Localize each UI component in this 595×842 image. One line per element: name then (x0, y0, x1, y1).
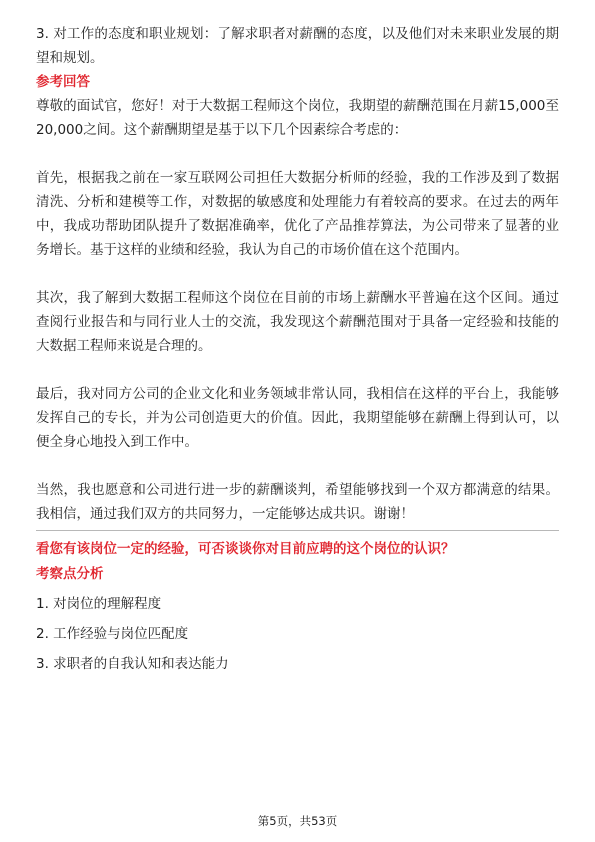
intro-list-item: 3. 对工作的态度和职业规划：了解求职者对薪酬的态度，以及他们对未来职业发展的期望和规划。 (36, 26, 559, 66)
answer-paragraph: 最后，我对同方公司的企业文化和业务领域非常认同，我相信在这样的平台上，我能够发挥自己的专长，并为公司创造更大的价值。因此，我期望能够在薪酬上得到认可，以便全身心地投入到工作中。 (36, 386, 559, 450)
analysis-list-item: 1. 对岗位的理解程度 (36, 596, 162, 612)
page-content (36, 22, 559, 676)
answer-paragraph: 尊敬的面试官，您好！对于大数据工程师这个岗位，我期望的薪酬范围在月薪15,000至20,000之间。这个薪酬期望是基于以下几个因素综合考虑的： (36, 98, 559, 138)
paragraph-gap (36, 454, 559, 478)
answer-paragraph: 其次，我了解到大数据工程师这个岗位在目前的市场上薪酬水平普遍在这个区间。通过查阅行业报告和与同行业人士的交流，我发现这个薪酬范围对于具备一定经验和技能的大数据工程师来说是合理的。 (36, 290, 559, 354)
analysis-list-item: 3. 求职者的自我认知和表达能力 (36, 656, 229, 672)
paragraph-gap (36, 142, 559, 166)
answer-paragraph: 首先，根据我之前在一家互联网公司担任大数据分析师的经验，我的工作涉及到了数据清洗、分析和建模等工作，对数据的敏感度和处理能力有着较高的要求。在过去的两年中，我成功帮助团队提升了数据准确率，优化了产品推荐算法，为公司带来了显著的业务增长。基于这样的业绩和经验，我认为自己的市场价值在这个范围内。 (36, 170, 559, 258)
answer-paragraph: 当然，我也愿意和公司进行进一步的薪酬谈判，希望能够找到一个双方都满意的结果。我相信，通过我们双方的共同努力，一定能够达成共识。谢谢！ (36, 482, 559, 522)
answer-label: 参考回答 (36, 74, 90, 90)
paragraph-gap (36, 262, 559, 286)
analysis-label: 考察点分析 (36, 566, 104, 582)
question-title: 看您有该岗位一定的经验，可否谈谈你对目前应聘的这个岗位的认识？ (36, 541, 455, 557)
paragraph-gap (36, 358, 559, 382)
analysis-list-item: 2. 工作经验与岗位匹配度 (36, 626, 189, 642)
page-number-footer: 第5页，共53页 (257, 814, 338, 828)
